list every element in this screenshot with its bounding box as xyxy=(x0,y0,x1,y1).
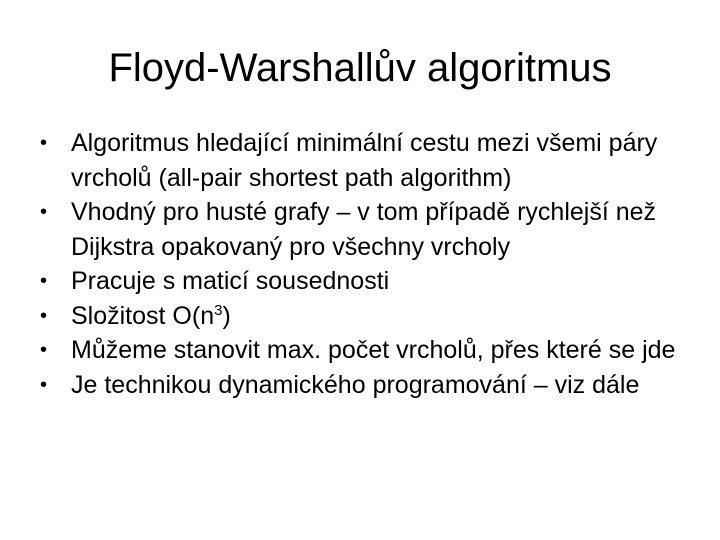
bullet-icon: • xyxy=(40,132,48,154)
bullet-text: Můžeme stanovit max. počet vrcholů, přes které se jde xyxy=(71,336,676,364)
bullet-item-adjacency-matrix xyxy=(40,264,690,299)
bullet-item-dense-graphs xyxy=(40,195,690,264)
slide-title: Floyd-Warshallův algoritmus xyxy=(108,46,612,90)
bullet-item-algorithm-description xyxy=(40,126,690,195)
bullet-text: Vhodný pro husté grafy – v tom případě rychlejší než Dijkstra opakovaný pro všechny vrcholy xyxy=(71,198,657,261)
complexity-exponent: 3 xyxy=(214,301,223,319)
bullet-icon: • xyxy=(40,304,48,327)
bullet-icon: • xyxy=(40,373,48,396)
bullet-icon: • xyxy=(40,339,48,361)
bullet-icon: • xyxy=(40,201,48,223)
bullet-text: Algoritmus hledající minimální cestu mezi všemi páry vrcholů (all-pair shortest path algorithm) xyxy=(71,129,658,192)
complexity-text xyxy=(71,302,231,330)
bullet-text: Pracuje s maticí sousednosti xyxy=(71,267,390,295)
complexity-suffix: ) xyxy=(222,301,231,330)
bullet-icon: • xyxy=(40,270,48,292)
bullet-item-dynamic-programming xyxy=(40,368,690,403)
bullet-item-complexity xyxy=(40,299,690,334)
bullet-list xyxy=(40,126,690,402)
complexity-prefix: Složitost O(n xyxy=(71,301,215,330)
bullet-item-max-vertices xyxy=(40,333,690,368)
bullet-text: Je technikou dynamického programování – viz dále xyxy=(71,370,640,399)
